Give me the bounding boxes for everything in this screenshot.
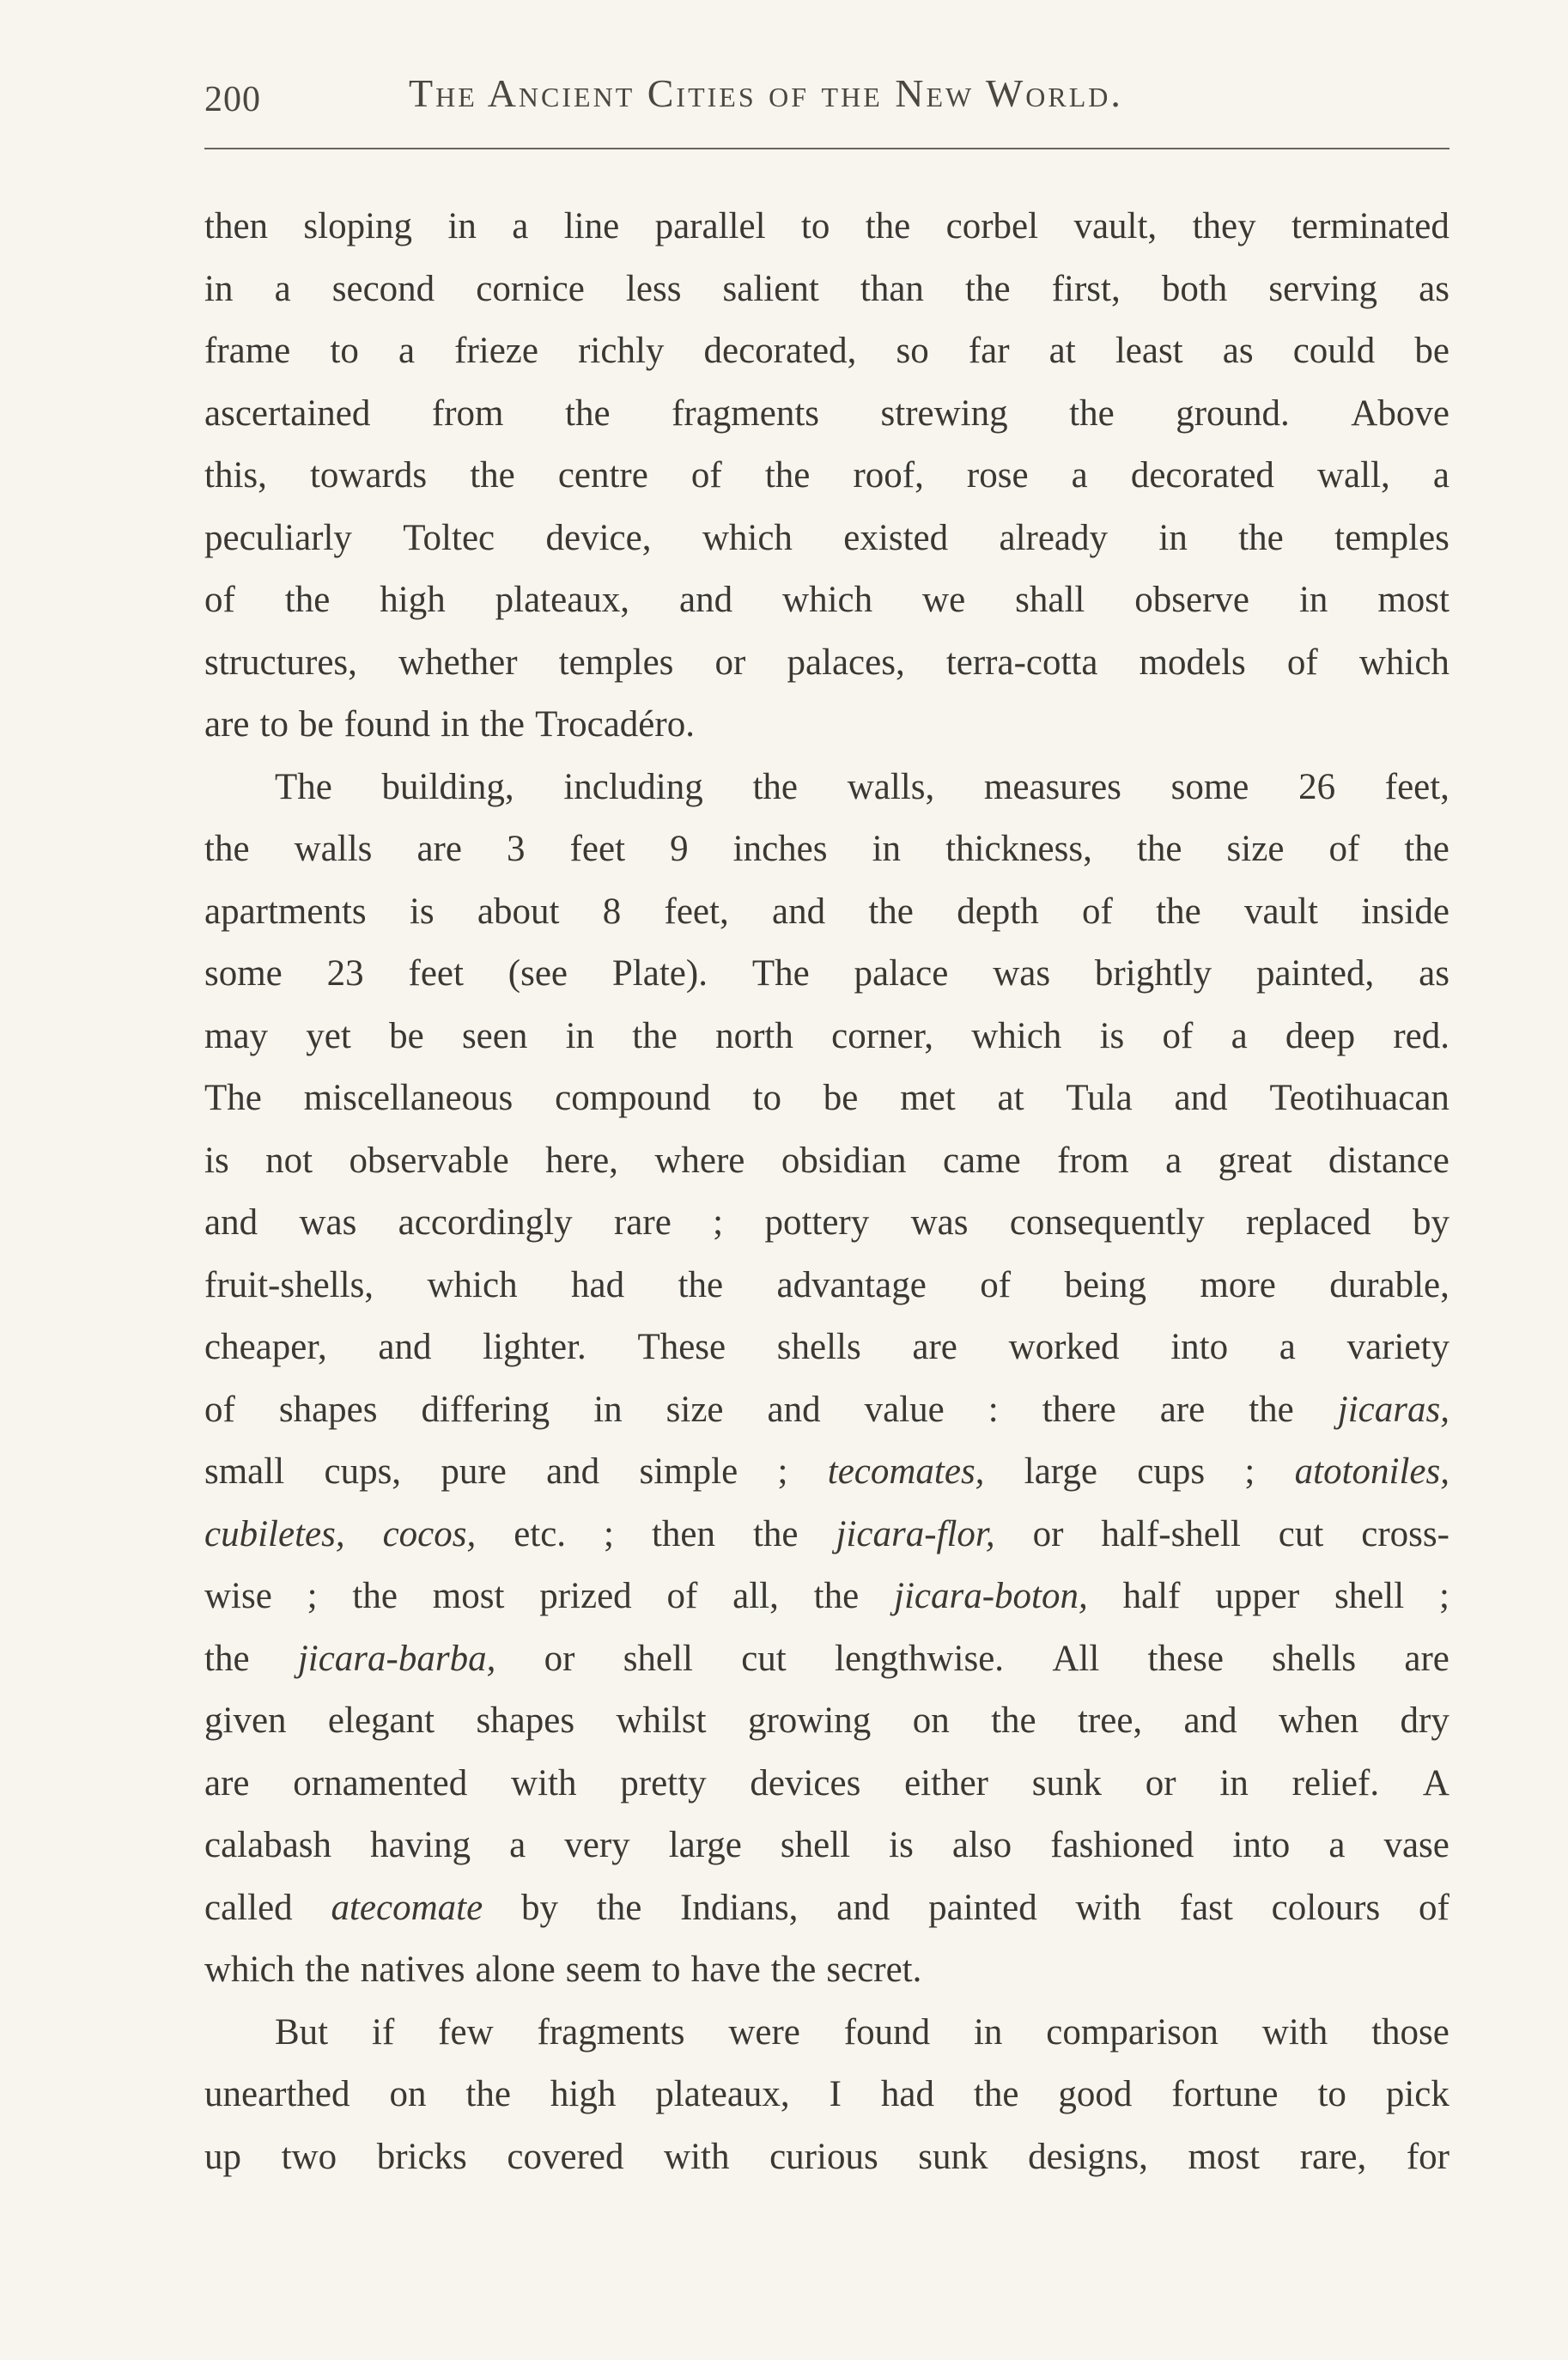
text-line: then sloping in a line parallel to the corbel vault, they terminated (204, 206, 1449, 246)
text-line: cheaper, and lighter. These shells are worked into a variety (204, 1327, 1449, 1367)
body-text (204, 196, 1449, 2188)
text-line: structures, whether temples or palaces, terra-cotta models of which (204, 642, 1449, 683)
text-line: are to be found in the Trocadéro. (204, 704, 695, 745)
text-line: peculiarly Toltec device, which existed already in the temples (204, 517, 1449, 558)
text-line: The miscellaneous compound to be met at Tula and Teotihuacan (204, 1078, 1449, 1118)
text-line: small cups, pure and simple ; tecomates, large cups ; atotoniles, (204, 1451, 1449, 1492)
header-rule (204, 148, 1449, 149)
running-header (204, 70, 1449, 131)
text-line: may yet be seen in the north corner, which is of a deep red. (204, 1015, 1449, 1056)
text-line: The building, including the walls, measures some 26 feet, (275, 766, 1449, 807)
text-line: fruit-shells, which had the advantage of being more durable, (204, 1264, 1449, 1305)
text-line: given elegant shapes whilst growing on the tree, and when dry (204, 1700, 1449, 1741)
text-line: are ornamented with pretty devices either sunk or in relief. A (204, 1762, 1449, 1803)
text-line: up two bricks covered with curious sunk designs, most rare, for (204, 2136, 1449, 2177)
text-line: in a second cornice less salient than the first, both serving as (204, 268, 1449, 309)
text-line: is not observable here, where obsidian came from a great distance (204, 1140, 1449, 1181)
text-line: of shapes differing in size and value : there are the jicaras, (204, 1389, 1449, 1430)
text-line: unearthed on the high plateaux, I had the good fortune to pick (204, 2074, 1449, 2114)
text-line: But if few fragments were found in comparison with those (275, 2011, 1449, 2053)
text-line: called atecomate by the Indians, and painted with fast colours of (204, 1887, 1449, 1928)
page-number: 200 (204, 80, 261, 119)
text-line: calabash having a very large shell is also fashioned into a vase (204, 1825, 1449, 1865)
text-line: and was accordingly rare ; pottery was consequently replaced by (204, 1202, 1449, 1243)
text-line: the walls are 3 feet 9 inches in thickness, the size of the (204, 829, 1449, 869)
text-line: which the natives alone seem to have the secret. (204, 1949, 922, 1990)
running-title: The Ancient Cities of the New World. (409, 71, 1123, 115)
text-line: the jicara-barba, or shell cut lengthwise. All these shells are (204, 1638, 1449, 1679)
text-line: apartments is about 8 feet, and the depth of the vault inside (204, 891, 1449, 932)
text-line: cubiletes, cocos, etc. ; then the jicara-flor, or half-shell cut cross- (204, 1513, 1449, 1554)
text-line: ascertained from the fragments strewing the ground. Above (204, 392, 1449, 434)
text-line: of the high plateaux, and which we shall observe in most (204, 580, 1449, 620)
text-line: frame to a frieze richly decorated, so far at least as could be (204, 331, 1449, 371)
text-line: wise ; the most prized of all, the jicara-boton, half upper shell ; (204, 1576, 1449, 1616)
text-line: this, towards the centre of the roof, rose a decorated wall, a (204, 455, 1449, 496)
text-line: some 23 feet (see Plate). The palace was brightly painted, as (204, 953, 1449, 994)
